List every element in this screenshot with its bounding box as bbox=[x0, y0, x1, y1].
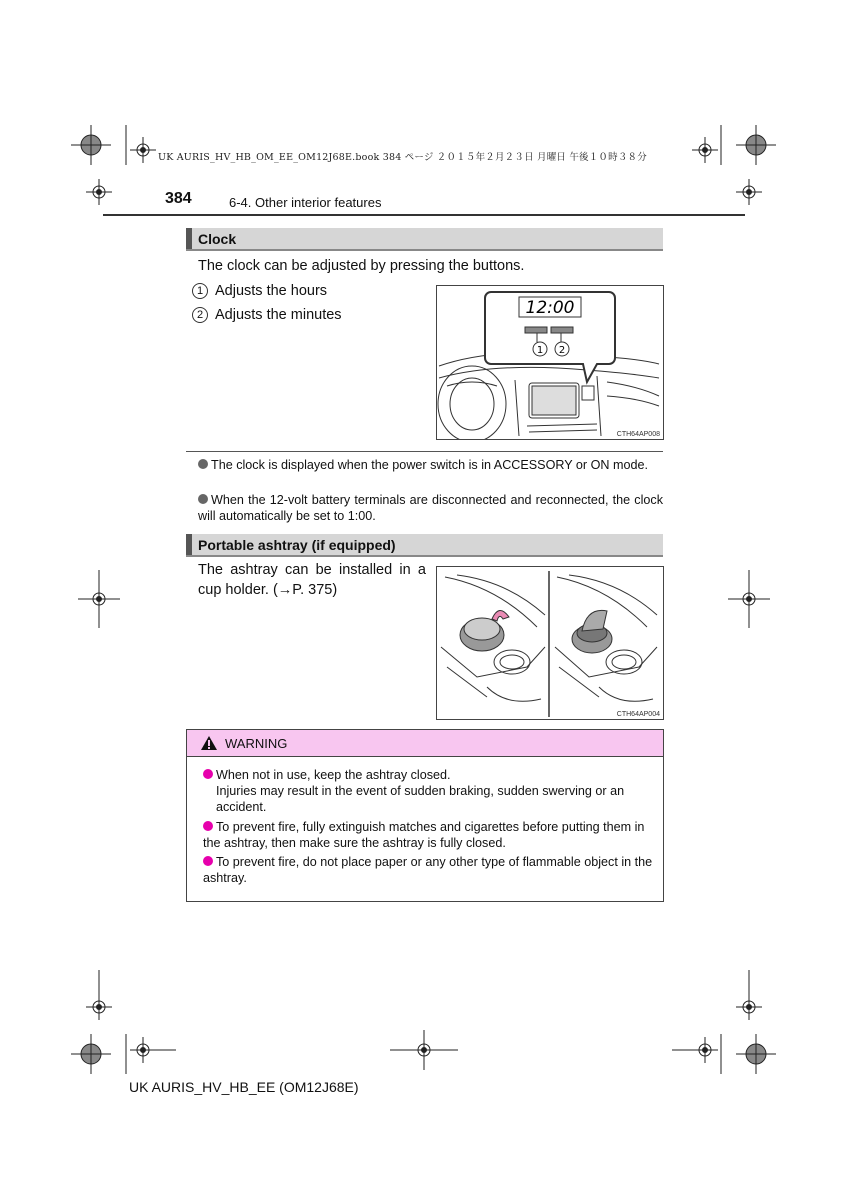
clock-heading-text: Clock bbox=[198, 231, 237, 247]
footer-code: UK AURIS_HV_HB_EE (OM12J68E) bbox=[129, 1079, 359, 1095]
clock-heading bbox=[186, 228, 663, 251]
ashtray-figure bbox=[436, 566, 664, 720]
ashtray-heading bbox=[186, 534, 663, 557]
page-number: 384 bbox=[165, 190, 192, 207]
clock-item-1 bbox=[192, 281, 327, 301]
clock-item-text: Adjusts the hours bbox=[215, 283, 328, 299]
clock-note-1 bbox=[198, 457, 663, 473]
note-text: The clock is displayed when the power switch is in ACCESSORY or ON mode. bbox=[211, 458, 649, 472]
warning-icon bbox=[200, 735, 218, 751]
warning-box bbox=[186, 729, 664, 902]
figure-label-2: 2 bbox=[558, 345, 566, 356]
warning-text: To prevent fire, do not place paper or any other type of flammable object in the ashtray. bbox=[203, 855, 653, 885]
section-separator bbox=[186, 451, 663, 452]
ashtray-text: The ashtray can be installed in a cup holder. (→P. 375) bbox=[198, 562, 426, 598]
dashboard-illustration bbox=[437, 286, 663, 439]
clock-note-2 bbox=[198, 492, 663, 524]
clock-item-2 bbox=[192, 305, 342, 325]
figure-label-1: 1 bbox=[536, 345, 544, 356]
bullet-icon bbox=[203, 769, 213, 779]
section-title: 6-4. Other interior features bbox=[229, 195, 382, 210]
print-info: UK AURIS_HV_HB_OM_EE_OM12J68E.book 384 ページ ２０１５年２月２３日 月曜日 午後１０時３８分 bbox=[158, 152, 647, 163]
figure-code: CTH64AP008 bbox=[616, 431, 660, 438]
item-number: 2 bbox=[192, 307, 208, 323]
bullet-icon bbox=[198, 459, 208, 469]
bullet-icon bbox=[203, 821, 213, 831]
clock-figure bbox=[436, 285, 664, 440]
warning-item-1 bbox=[203, 767, 659, 815]
warning-text: When not in use, keep the ashtray closed. bbox=[216, 768, 451, 782]
clock-display: 12:00 bbox=[525, 298, 575, 318]
warning-text: To prevent fire, fully extinguish matches and cigarettes before putting them in the ashtray, then make sure the ashtray is fully closed. bbox=[203, 820, 645, 850]
figure-code: CTH64AP004 bbox=[616, 711, 660, 718]
clock-item-text: Adjusts the minutes bbox=[215, 307, 342, 323]
warning-header bbox=[187, 730, 663, 757]
warning-item-2 bbox=[203, 819, 659, 851]
warning-item-3 bbox=[203, 854, 659, 886]
ashtray-heading-text: Portable ashtray (if equipped) bbox=[198, 537, 396, 553]
clock-intro: The clock can be adjusted by pressing the buttons. bbox=[198, 258, 525, 274]
note-text: When the 12-volt battery terminals are disconnected and reconnected, the clock will automatically be set to 1:00. bbox=[198, 493, 663, 523]
bullet-icon bbox=[203, 856, 213, 866]
item-number: 1 bbox=[192, 283, 208, 299]
warning-text-detail: Injuries may result in the event of sudden braking, sudden swerving or an accident. bbox=[216, 784, 625, 814]
header-rule bbox=[103, 214, 745, 216]
bullet-icon bbox=[198, 494, 208, 504]
ashtray-illustration bbox=[437, 567, 663, 719]
warning-label: WARNING bbox=[225, 736, 288, 751]
